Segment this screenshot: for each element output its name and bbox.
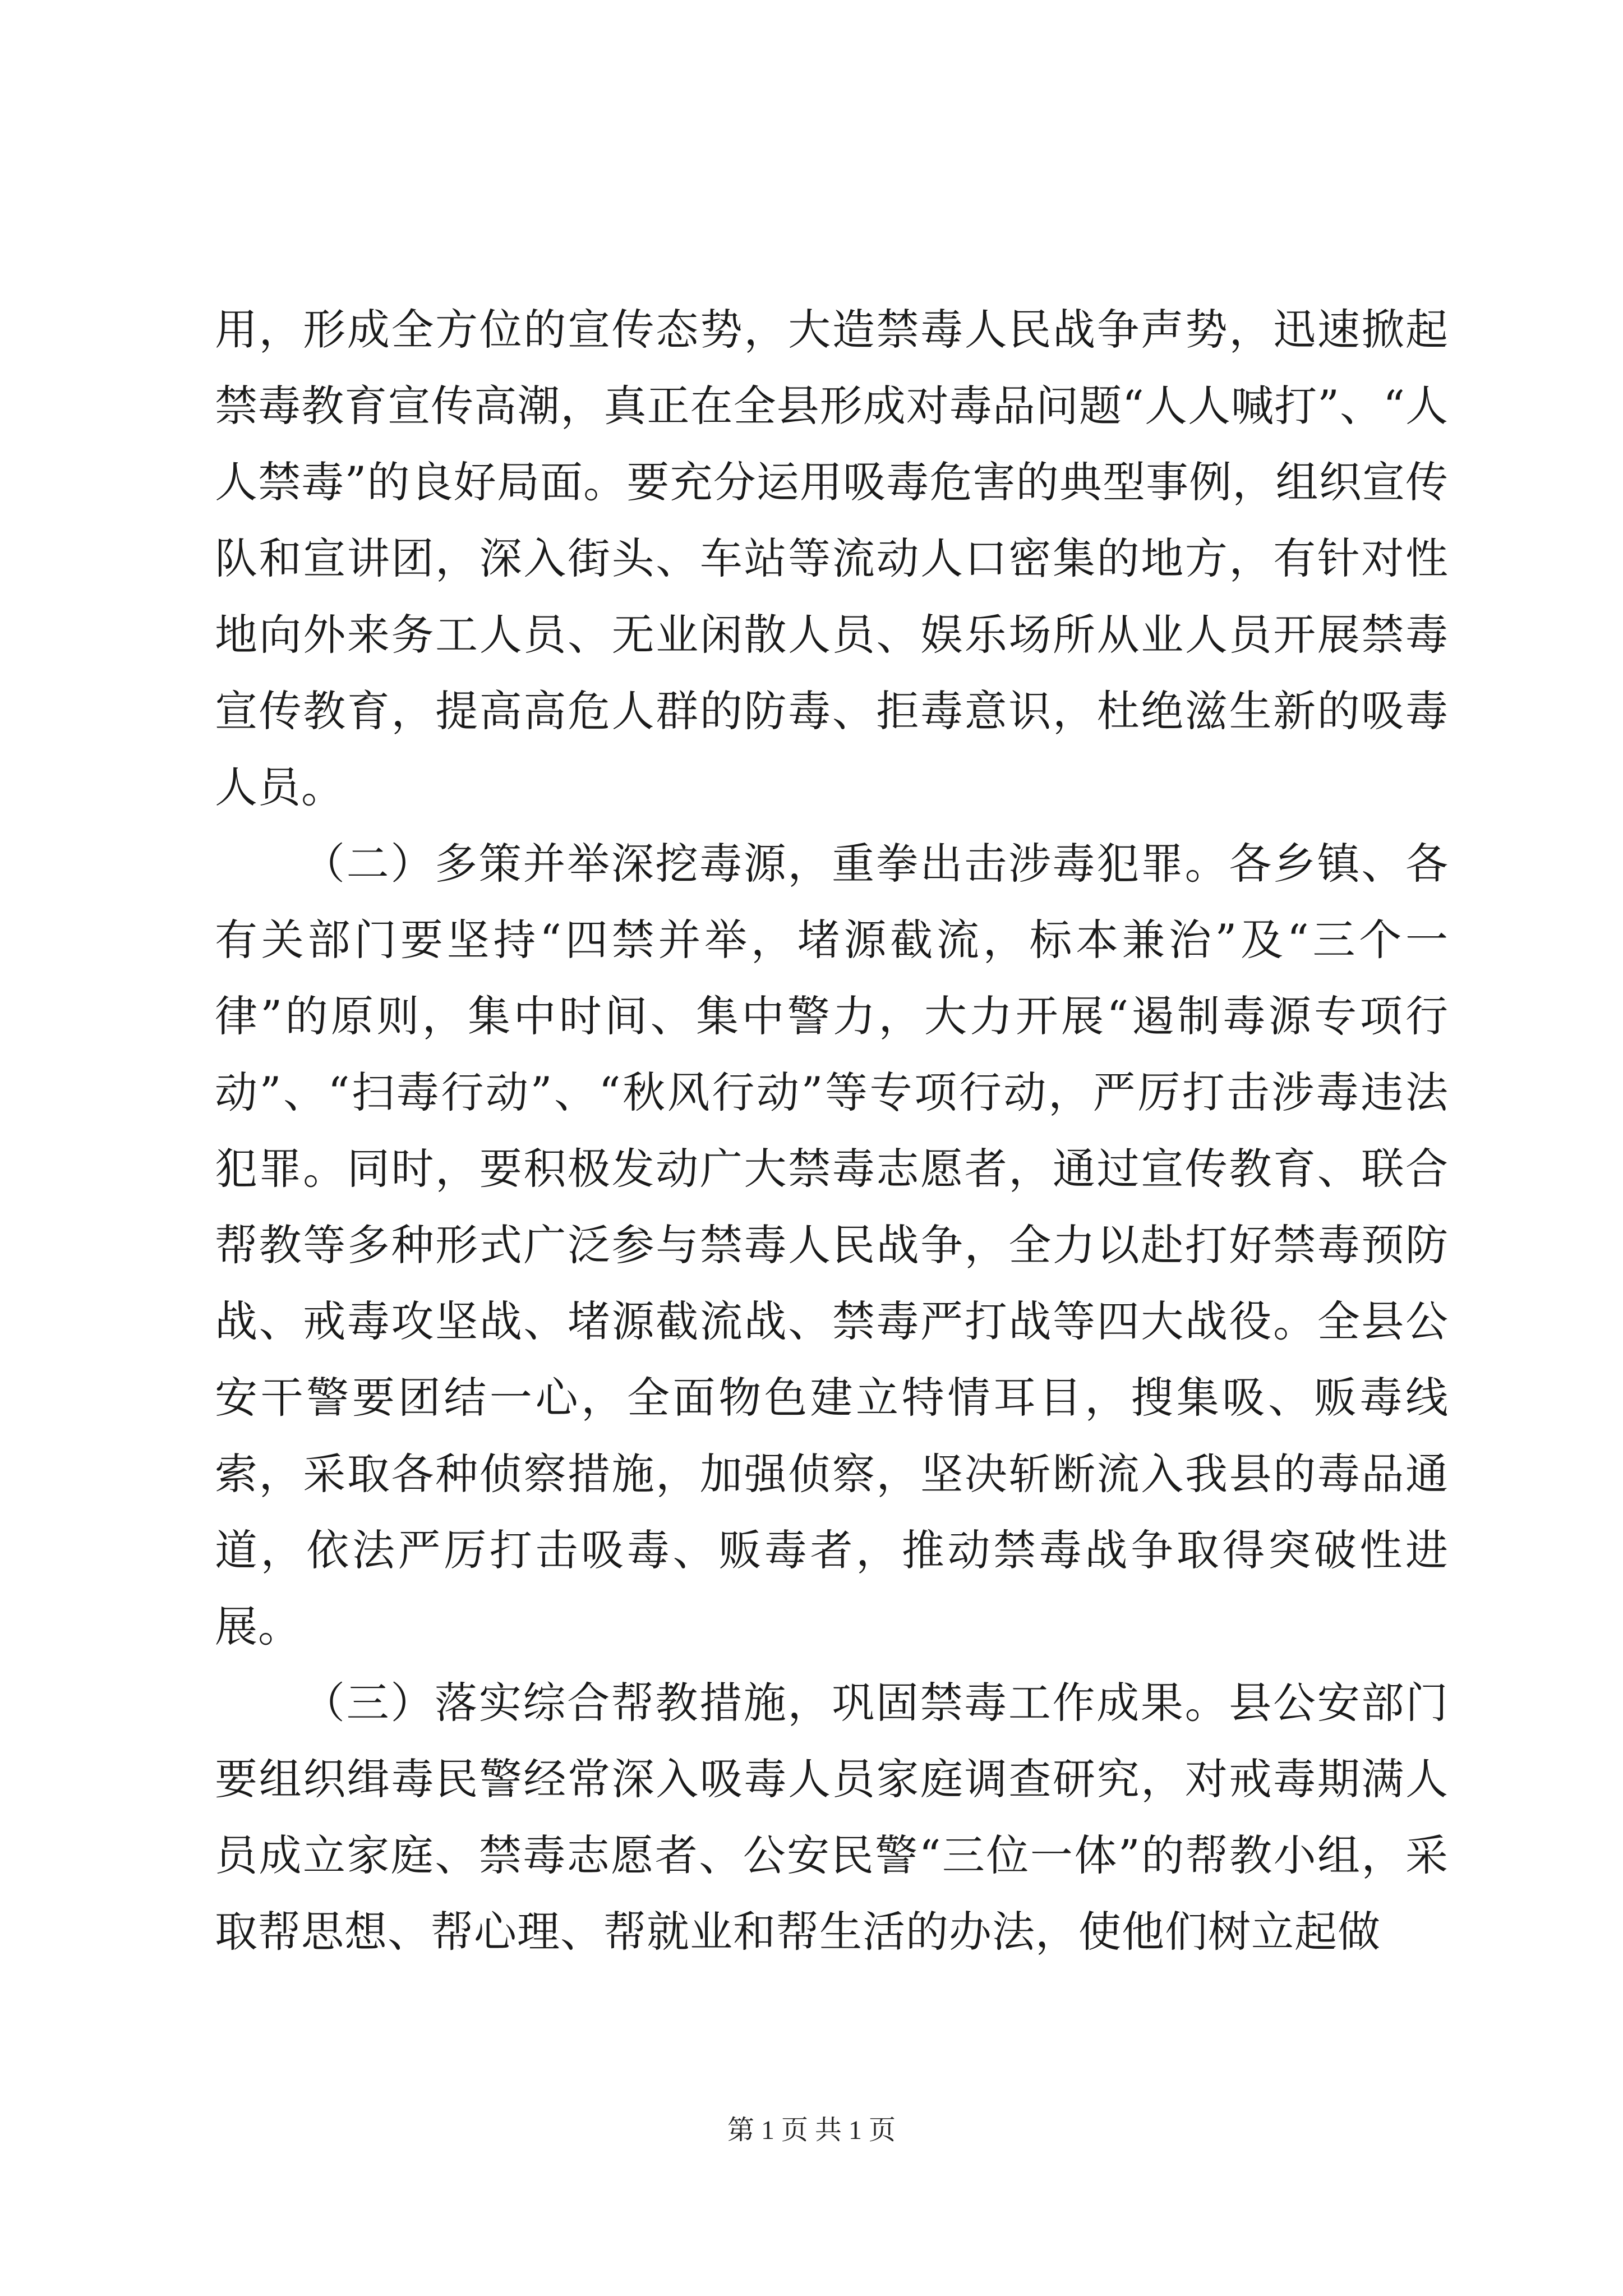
paragraph-2: （二）多策并举深挖毒源，重拳出击涉毒犯罪。各乡镇、各有关部门要坚持“四禁并举，堵源截流，标本兼治”及“三个一律”的原则，集中时间、集中警力，大力开展“遏制毒源专项行动”、“扫毒行动”、“秋风行动”等专项行动，严厉打击涉毒违法犯罪。同时，要积极发动广大禁毒志愿者，通过宣传教育、联合帮教等多种形式广泛参与禁毒人民战争，全力以赴打好禁毒预防战、戒毒攻坚战、堵源截流战、禁毒严打战等四大战役。全县公安干警要团结一心，全面物色建立特情耳目，搜集吸、贩毒线索，采取各种侦察措施，加强侦察，坚决斩断流入我县的毒品通道，依法严厉打击吸毒、贩毒者，推动禁毒战争取得突破性进展。 (215, 839, 1449, 1651)
document-body (215, 292, 1449, 1970)
paragraph-3: （三）落实综合帮教措施，巩固禁毒工作成果。县公安部门要组织缉毒民警经常深入吸毒人员家庭调查研究，对戒毒期满人员成立家庭、禁毒志愿者、公安民警“三位一体”的帮教小组，采取帮思想、帮心理、帮就业和帮生活的办法，使他们树立起做 (215, 1678, 1449, 1957)
page-footer: 第 1 页 共 1 页 (727, 2115, 896, 2145)
paragraph-1: 用，形成全方位的宣传态势，大造禁毒人民战争声势，迅速掀起禁毒教育宣传高潮，真正在全县形成对毒品问题“人人喊打”、“人人禁毒”的良好局面。要充分运用吸毒危害的典型事例，组织宣传队和宣讲团，深入街头、车站等流动人口密集的地方，有针对性地向外来务工人员、无业闲散人员、娱乐场所从业人员开展禁毒宣传教育，提高高危人群的防毒、拒毒意识，杜绝滋生新的吸毒人员。 (215, 305, 1449, 812)
